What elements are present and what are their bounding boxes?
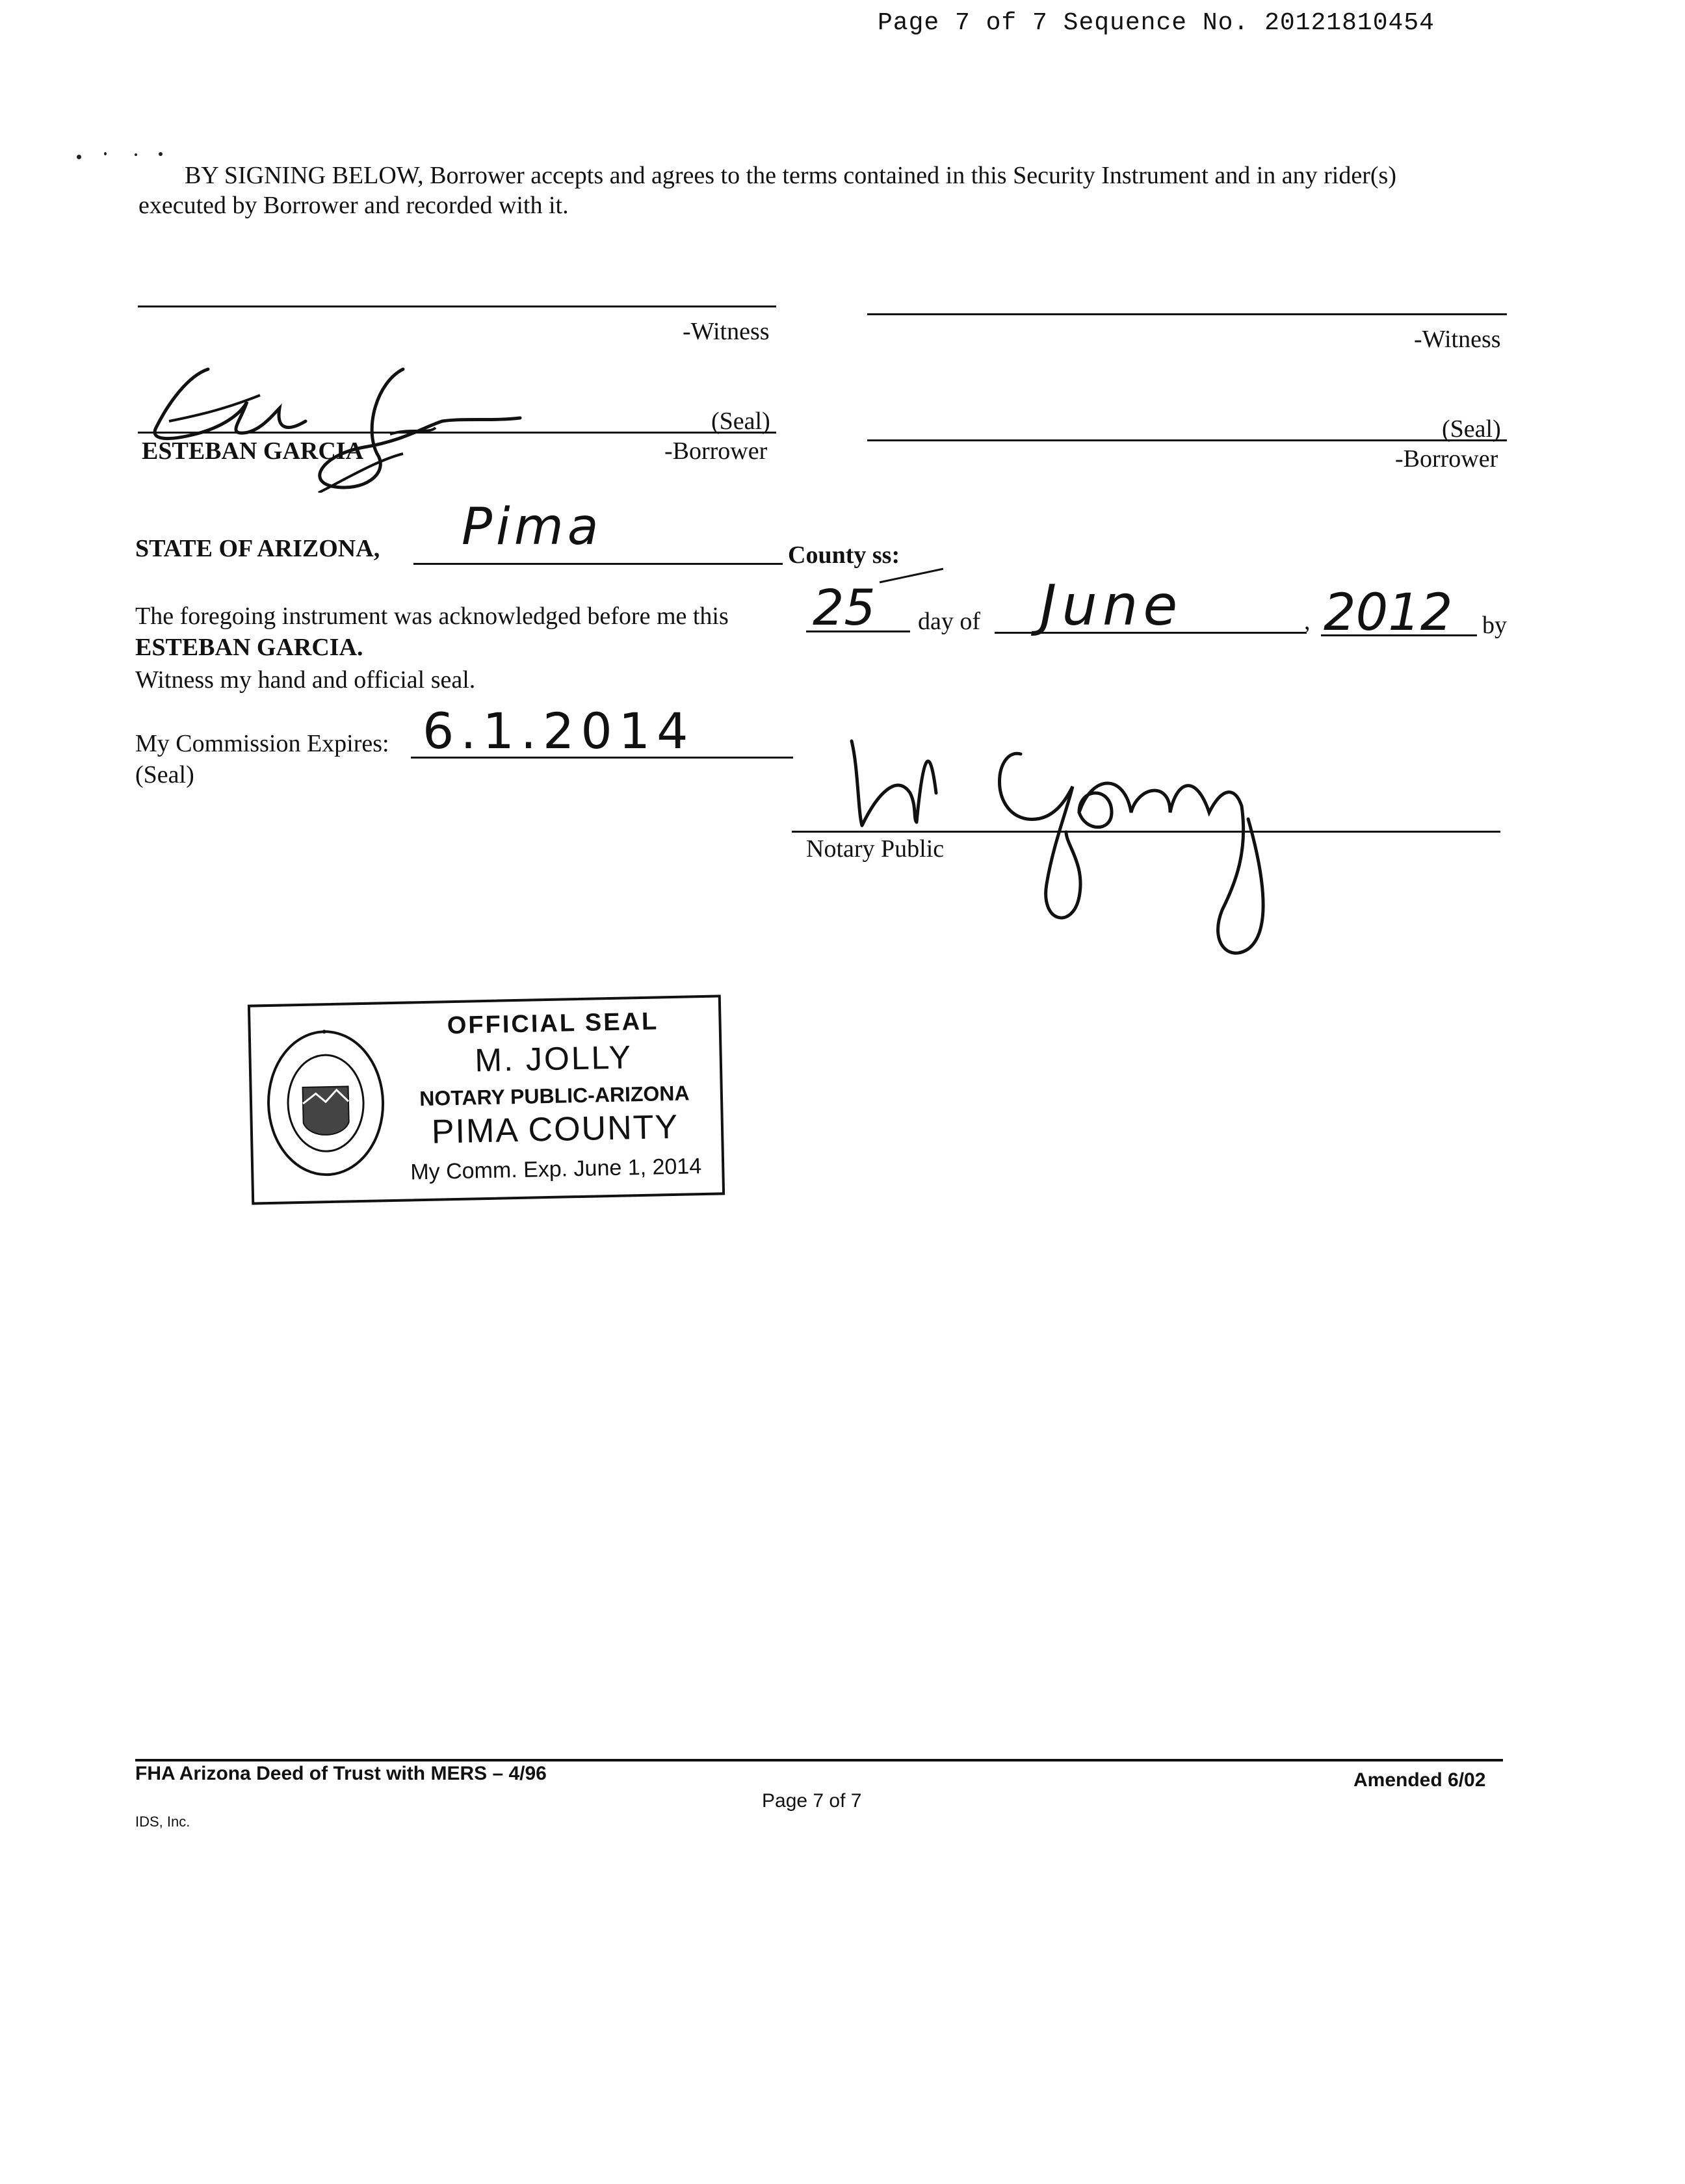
witness-label-right: -Witness xyxy=(1414,326,1501,353)
borrower-line-right xyxy=(867,439,1507,441)
scan-mark xyxy=(159,152,163,156)
commission-handwritten: 6.1.2014 xyxy=(423,702,695,760)
ack-name: ESTEBAN GARCIA. xyxy=(135,634,363,661)
intro-line-2: executed by Borrower and recorded with it. xyxy=(138,192,569,219)
witness-line-right xyxy=(867,313,1507,315)
footer-amended: Amended 6/02 xyxy=(1353,1769,1486,1791)
ack-comma: , xyxy=(1304,608,1311,635)
ack-text: The foregoing instrument was acknowledged before me this xyxy=(135,603,729,630)
county-label: County ss: xyxy=(788,541,900,569)
county-stroke xyxy=(880,568,943,584)
footer-form-title: FHA Arizona Deed of Trust with MERS – 4/96 xyxy=(135,1763,547,1784)
state-label: STATE OF ARIZONA, xyxy=(135,535,380,562)
seal-label-right: (Seal) xyxy=(1442,415,1501,443)
official-notary-stamp xyxy=(248,994,725,1204)
commission-label: My Commission Expires: xyxy=(135,730,389,757)
state-seal-emblem xyxy=(263,1024,389,1182)
footer-vendor: IDS, Inc. xyxy=(135,1814,190,1830)
county-handwritten: Pima xyxy=(462,498,603,556)
stamp-title: NOTARY PUBLIC-ARIZONA xyxy=(419,1081,690,1111)
footer-rule xyxy=(135,1759,1503,1762)
scan-mark xyxy=(104,152,107,155)
notary-public-label: Notary Public xyxy=(806,835,945,863)
ack-by: by xyxy=(1482,612,1507,639)
county-line xyxy=(413,563,783,565)
page-sequence-header: Page 7 of 7 Sequence No. 20121810454 xyxy=(878,9,1435,37)
intro-line-1: BY SIGNING BELOW, Borrower accepts and agrees to the terms contained in this Security Instrument and in any rider(s) xyxy=(185,162,1396,189)
seal-label-left: (Seal) xyxy=(711,408,770,435)
stamp-county: PIMA COUNTY xyxy=(431,1108,679,1151)
stamp-official-seal: OFFICIAL SEAL xyxy=(447,1008,659,1040)
borrower-label-left: -Borrower xyxy=(664,437,768,465)
ack-year-handwritten: 2012 xyxy=(1324,584,1453,642)
stamp-name: M. JOLLY xyxy=(474,1039,633,1079)
borrower-name: ESTEBAN GARCIA xyxy=(142,437,364,465)
scan-mark xyxy=(77,155,81,159)
borrower-label-right: -Borrower xyxy=(1395,445,1498,473)
ack-day-of: day of xyxy=(918,608,981,635)
notary-line xyxy=(792,831,1500,833)
scan-mark xyxy=(135,153,137,156)
ack-day-handwritten: 25 xyxy=(813,578,876,636)
ack-month-handwritten: June xyxy=(1040,573,1183,638)
commission-seal-label: (Seal) xyxy=(135,761,194,788)
footer-page: Page 7 of 7 xyxy=(762,1790,862,1812)
witness-line-left xyxy=(138,306,776,307)
witness-label-left: -Witness xyxy=(683,318,770,345)
witness-hand-text: Witness my hand and official seal. xyxy=(135,666,476,694)
borrower-signature xyxy=(130,356,533,493)
stamp-expires: My Comm. Exp. June 1, 2014 xyxy=(410,1154,702,1185)
borrower-line-left xyxy=(138,432,776,434)
